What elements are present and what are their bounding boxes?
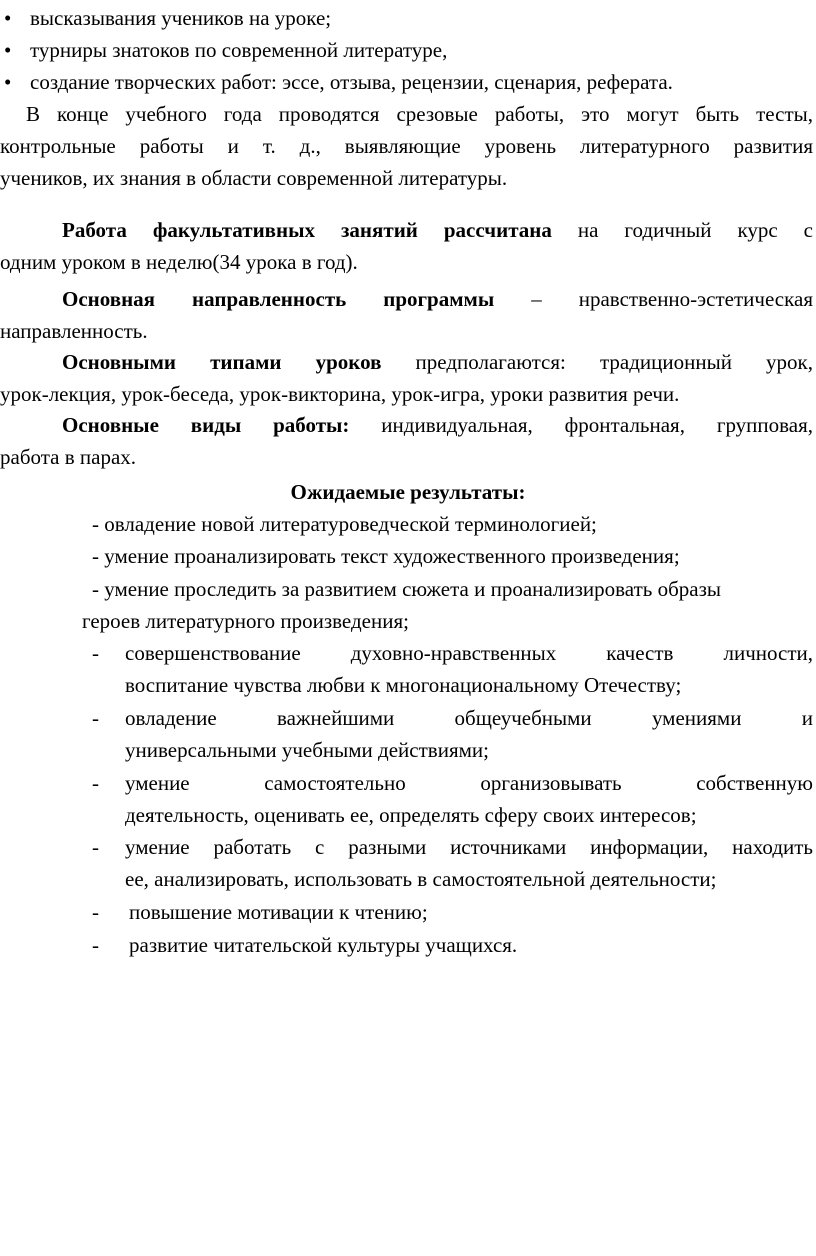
- direction-line-1: [0, 283, 813, 315]
- bullet-text: турниры знатоков по современной литературе,: [30, 38, 448, 62]
- bullet-text: высказывания учеников на уроке;: [30, 6, 332, 30]
- result-item-line-2: ее, анализировать, использовать в самостоятельной деятельности;: [125, 867, 717, 891]
- result-item: - умение проследить за развитием сюжета и проанализировать образы: [92, 577, 721, 601]
- bullet-list: [0, 2, 816, 98]
- result-item-continuation: героев литературного произведения;: [82, 609, 409, 633]
- dash-symbol: -: [92, 641, 99, 665]
- work-types-text-1: индивидуальная, фронтальная, групповая,: [381, 413, 814, 437]
- course-paragraph: [0, 214, 813, 278]
- dash-symbol: -: [92, 771, 99, 795]
- result-item: - умение проанализировать текст художественного произведения;: [92, 544, 680, 568]
- result-item-line-1: овладение важнейшими общеучебными умениями и: [125, 706, 813, 730]
- dash-symbol: -: [92, 933, 99, 957]
- lesson-types-line-2: урок-лекция, урок-беседа, урок-викторина, урок-игра, уроки развития речи.: [0, 382, 680, 406]
- course-text-1: на годичный курс с: [577, 218, 813, 242]
- dash-symbol: -: [92, 900, 99, 924]
- intro-line-1: В конце учебного года проводятся срезовые работы, это могут быть тесты,: [26, 102, 813, 126]
- bullet-symbol: •: [4, 38, 12, 62]
- course-line-1: [0, 214, 813, 246]
- dash-symbol: -: [92, 706, 99, 730]
- lesson-types-line-1: [0, 346, 813, 378]
- result-item: [92, 767, 813, 831]
- direction-line-2: направленность.: [0, 319, 148, 343]
- work-types-paragraph: [0, 409, 813, 473]
- work-types-line-2: работа в парах.: [0, 445, 137, 469]
- lesson-types-paragraph: [0, 346, 813, 410]
- result-item: [92, 702, 813, 766]
- work-types-line-1: [0, 409, 813, 441]
- bullet-symbol: •: [4, 70, 12, 94]
- result-item: [92, 896, 428, 928]
- results-heading: Ожидаемые результаты:: [290, 480, 526, 504]
- bullet-symbol: •: [4, 6, 12, 30]
- lesson-types-bold: Основными типами уроков: [62, 350, 382, 374]
- result-item: [92, 929, 517, 961]
- result-item-line-2: деятельность, оценивать ее, определять сферу своих интересов;: [125, 803, 697, 827]
- result-item-line-1: умение работать с разными источниками информации, находить: [125, 835, 813, 859]
- lesson-types-text-1: предполагаются: традиционный урок,: [415, 350, 813, 374]
- direction-paragraph: [0, 283, 813, 347]
- intro-line-2: контрольные работы и т. д., выявляющие уровень литературного развития: [0, 134, 813, 158]
- result-item-line-1: умение самостоятельно организовывать собственную: [125, 771, 813, 795]
- list-item: [0, 2, 816, 34]
- result-item-text: развитие читательской культуры учащихся.: [129, 933, 518, 957]
- work-types-bold: Основные виды работы:: [62, 413, 350, 437]
- intro-paragraph: [0, 98, 813, 194]
- result-item-line-1: совершенствование духовно-нравственных качеств личности,: [125, 641, 813, 665]
- result-item-line-2: универсальными учебными действиями;: [125, 738, 489, 762]
- result-item-text: повышение мотивации к чтению;: [129, 900, 428, 924]
- course-line-2: одним уроком в неделю(34 урока в год).: [0, 250, 358, 274]
- bullet-text: создание творческих работ: эссе, отзыва, рецензии, сценария, реферата.: [30, 70, 673, 94]
- result-item: [92, 831, 813, 895]
- dash-symbol: -: [92, 835, 99, 859]
- result-item: [92, 637, 813, 701]
- direction-bold: Основная направленность программы: [62, 287, 495, 311]
- result-item-line-2: воспитание чувства любви к многонациональному Отечеству;: [125, 673, 682, 697]
- course-bold: Работа факультативных занятий рассчитана: [62, 218, 552, 242]
- intro-line-3: учеников, их знания в области современной литературы.: [0, 166, 508, 190]
- list-item: [0, 34, 816, 66]
- direction-text-1: – нравственно-эстетическая: [531, 287, 813, 311]
- list-item: [0, 66, 816, 98]
- result-item: - овладение новой литературоведческой терминологией;: [92, 512, 597, 536]
